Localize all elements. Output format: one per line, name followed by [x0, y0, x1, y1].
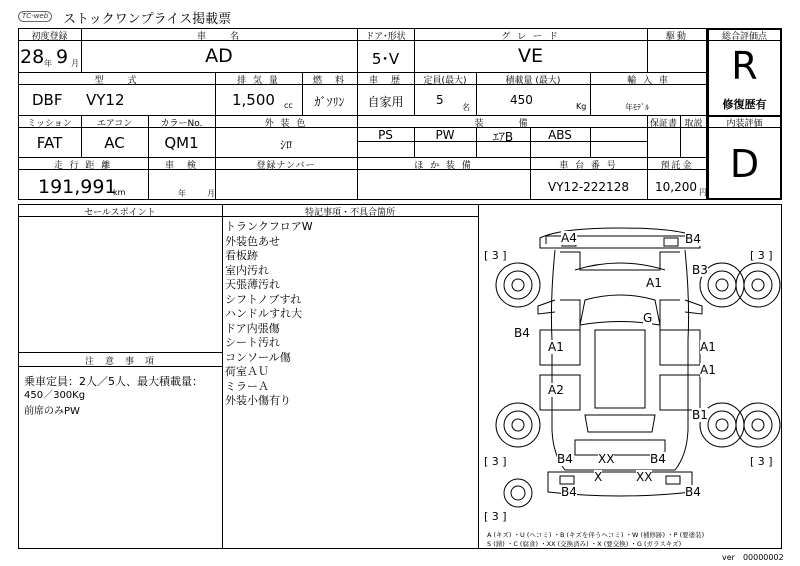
version-label: ver 00000002: [722, 553, 784, 562]
chassis-value: VY12-222128: [548, 180, 629, 194]
capacity-unit: 名: [462, 103, 470, 112]
label-chassis: 車 台 番 号: [559, 161, 618, 171]
door-value: 5･V: [371, 50, 400, 68]
label-load: 積載量 (最大): [505, 76, 561, 86]
ext-color-value: ｼﾛ: [279, 138, 292, 152]
damage-mark: A2: [548, 383, 564, 397]
damage-mark: A1: [700, 363, 716, 377]
interior-score: D: [729, 142, 760, 186]
damage-legend-line: S (錆) ・C (腐食) ・XX (交換済み) ・X (要交換) ・G (ガラスキズ): [487, 540, 682, 548]
remark-item: 外装色あせ: [225, 234, 280, 248]
tire-mark: [ 3 ]: [484, 455, 507, 468]
damage-mark: X: [594, 470, 603, 484]
first-reg-month: 9: [56, 46, 69, 68]
label-color-no: カラーNo.: [160, 119, 203, 129]
remark-item: 天張薄汚れ: [225, 278, 280, 291]
damage-mark: A4: [561, 231, 577, 245]
label-deposit: 預託金: [660, 161, 694, 171]
damage-mark: A1: [646, 276, 662, 290]
inspection-month: 月: [207, 189, 215, 198]
damage-mark: B3: [692, 263, 708, 277]
color-no-value: QM1: [164, 134, 199, 152]
label-drive: 駆動: [665, 32, 688, 42]
equip-pw: PW: [435, 128, 455, 142]
label-model: 型 式: [94, 76, 139, 86]
damage-mark: A1: [548, 340, 564, 354]
tire-mark: [ 3 ]: [484, 510, 507, 523]
caution-line: 乗車定員：2人／5人、最大積載量：: [24, 375, 203, 388]
remark-item: シート汚れ: [225, 336, 280, 349]
first-reg-year: 28: [20, 46, 45, 68]
car-diagram: [479, 205, 781, 531]
year-unit: 年: [44, 59, 52, 68]
damage-mark: XX: [636, 470, 653, 484]
mileage-unit: km: [113, 188, 126, 197]
label-manual: 取説: [684, 119, 703, 129]
label-remarks: 特記事項・不具合箇所: [304, 208, 395, 218]
remark-item: ハンドルすれ大: [225, 307, 302, 320]
label-grade: グ レ ー ド: [501, 32, 560, 42]
damage-mark: B4: [685, 232, 701, 246]
caution-line: 前席のみPW: [24, 406, 80, 417]
grade-value: VE: [517, 45, 543, 67]
capacity-value: 5: [436, 93, 444, 107]
remark-item: 室内汚れ: [225, 263, 269, 277]
label-ext-color: 外 装 色: [264, 119, 308, 129]
label-inspection: 車 検: [164, 161, 198, 171]
load-value: 450: [510, 93, 533, 107]
deposit-unit: 円: [699, 188, 707, 197]
damage-mark: G: [643, 311, 653, 325]
remark-item: ミラーＡ: [225, 379, 269, 393]
damage-mark: B4: [650, 452, 666, 466]
aircon-value: AC: [104, 134, 125, 152]
overall-score: R: [731, 44, 758, 88]
equip-abs: ABS: [548, 128, 572, 142]
remark-item: 看板跡: [225, 249, 258, 262]
usage-value: 自家用: [367, 95, 404, 109]
remark-item: トランクフロアW: [225, 220, 313, 233]
model-value: VY12: [86, 91, 125, 109]
label-first-reg: 初度登録: [31, 32, 68, 42]
equip-ps: PS: [378, 128, 393, 142]
damage-mark: A1: [700, 340, 716, 354]
tire-mark: [ 3 ]: [750, 455, 773, 468]
damage-mark: B4: [557, 452, 573, 466]
remark-item: ドア内張傷: [225, 321, 280, 335]
remark-item: 荷室ＡＵ: [225, 365, 269, 378]
label-mileage: 走 行 距 離: [53, 161, 113, 171]
damage-legend-line: A (キズ) ・U (ヘコミ) ・B (キズを伴うヘコミ) ・W (補修跡) ・P (要塗装): [487, 531, 705, 539]
displacement-value: 1,500: [232, 91, 275, 109]
mission-value: FAT: [36, 134, 63, 152]
damage-mark: B4: [514, 326, 530, 340]
label-capacity: 定員(最大): [423, 76, 467, 86]
tire-mark: [ 3 ]: [750, 249, 773, 262]
label-import: 輸 入 車: [627, 76, 670, 86]
damage-mark: B4: [685, 485, 701, 499]
tire-mark: [ 3 ]: [484, 249, 507, 262]
label-other-equip: ほ か 装 備: [414, 161, 473, 171]
import-note: 年ﾓﾃﾞﾙ: [625, 103, 649, 112]
brand-logo: TC-web: [18, 11, 52, 22]
label-warranty: 保証書: [649, 119, 677, 129]
equip-airbag: ｴｱB: [492, 130, 514, 144]
load-unit: Kg: [576, 102, 587, 111]
car-name-value: AD: [205, 45, 233, 67]
deposit-value: 10,200: [655, 180, 697, 194]
label-fuel: 燃 料: [312, 76, 346, 86]
label-sales-point: セールスポイント: [84, 208, 156, 218]
label-aircon: エアコン: [96, 119, 133, 129]
damage-mark: B4: [561, 485, 577, 499]
remark-item: 外装小傷有り: [225, 394, 291, 407]
label-equip: 装 備: [474, 119, 530, 129]
mileage-value: 191,991: [38, 176, 117, 198]
label-reg-number: 登録ナンバー: [256, 161, 316, 171]
damage-mark: XX: [598, 452, 615, 466]
displacement-unit: cc: [284, 101, 293, 110]
caution-line: 450／300Kg: [24, 390, 86, 401]
label-interior-score: 内装評価: [726, 119, 763, 129]
label-usage: 車 歴: [368, 76, 402, 86]
page-title: ストックワンプライス掲載票: [63, 12, 232, 27]
remark-item: シフトノブすれ: [225, 292, 302, 306]
month-unit: 月: [71, 59, 79, 68]
remark-item: コンソール傷: [225, 350, 291, 364]
label-car-name: 車 名: [196, 32, 241, 42]
label-displacement: 排 気 量: [237, 76, 280, 86]
damage-mark: B1: [692, 408, 708, 422]
label-cautions: 注 意 事 項: [84, 357, 155, 367]
label-mission: ミッション: [27, 119, 72, 129]
overall-note: 修復歴有: [722, 98, 767, 111]
label-overall-score: 総合評価点: [721, 32, 767, 42]
label-door: ドア･形状: [365, 32, 406, 42]
model-prefix: DBF: [32, 91, 63, 109]
inspection-year: 年: [178, 189, 186, 198]
fuel-value: ｶﾞｿﾘﾝ: [314, 95, 345, 109]
